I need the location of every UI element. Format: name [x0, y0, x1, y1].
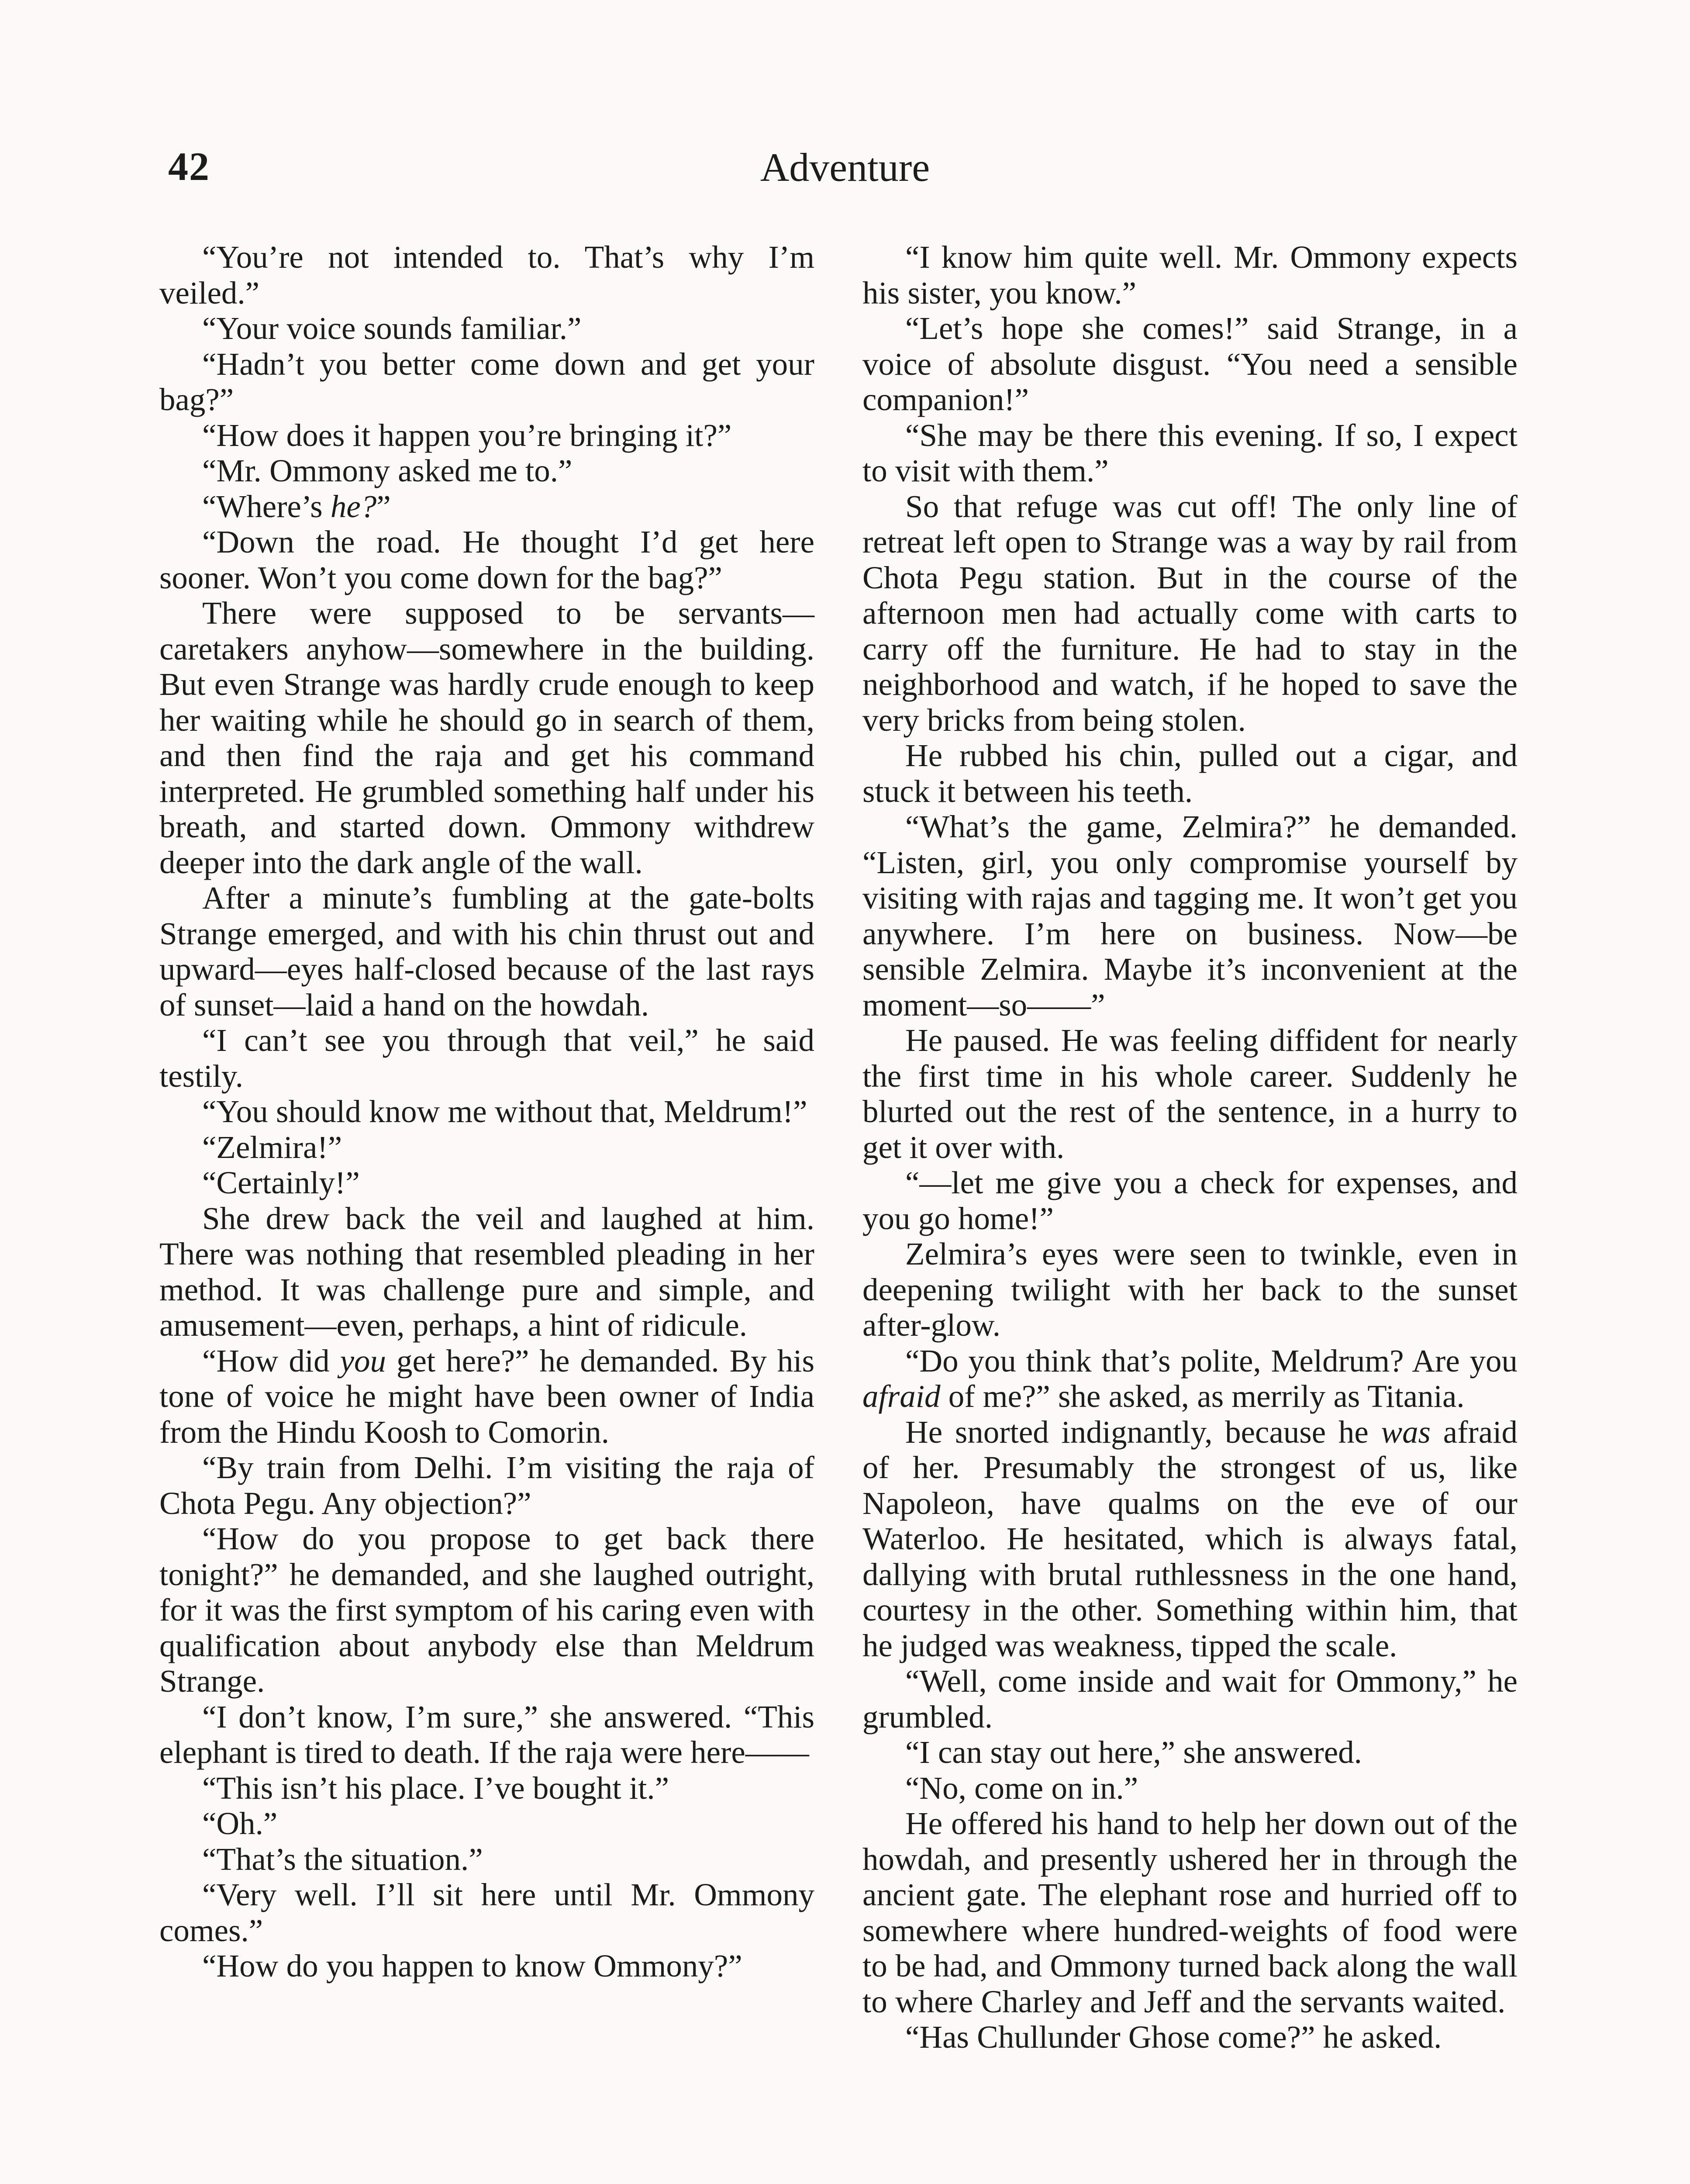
paragraph: “How do you happen to know Ommony?”	[202, 1948, 742, 1984]
paragraph: “I don’t know, I’m sure,” she answered. “This elephant is tired to death. If the raja were here——	[159, 1699, 814, 1770]
right-column	[862, 239, 1518, 2055]
paragraph: “She may be there this evening. If so, I expect to visit with them.”	[862, 417, 1518, 488]
paragraph: After a minute’s fumbling at the gate-bolts Strange emerged, and with his chin thrust out and upward—eyes half-closed because of the last rays of sunset—laid a hand on the howdah.	[159, 880, 814, 1023]
paragraph: “How did you get here?” he demanded. By his tone of voice he might have been owner of India from the Hindu Koosh to Comorin.	[159, 1343, 814, 1450]
running-title: Adventure	[760, 145, 930, 190]
paragraph: “No, come on in.”	[905, 1770, 1138, 1806]
paragraph: “This isn’t his place. I’ve bought it.”	[202, 1770, 669, 1806]
paragraph: There were supposed to be servants—caretakers anyhow—somewhere in the building. But even Strange was hardly crude enough to keep her waiting while he should go in search of them, and then find the raja and get his command interpreted. He grumbled something half under his breath, and started down. Ommony withdrew deeper into the dark angle of the wall.	[159, 595, 814, 880]
paragraph: “That’s the situation.”	[202, 1841, 483, 1877]
paragraph: “I can stay out here,” she answered.	[905, 1735, 1362, 1770]
paragraph: “—let me give you a check for expenses, and you go home!”	[862, 1165, 1518, 1236]
paragraph: “By train from Delhi. I’m visiting the raja of Chota Pegu. Any objection?”	[159, 1450, 814, 1521]
paragraph: “Do you think that’s polite, Meldrum? Are you afraid of me?” she asked, as merrily as Titania.	[862, 1343, 1518, 1414]
paragraph: “Hadn’t you better come down and get your bag?”	[159, 346, 814, 417]
paragraph: “I know him quite well. Mr. Ommony expects his sister, you know.”	[862, 239, 1518, 311]
paragraph: “Certainly!”	[202, 1165, 360, 1200]
paragraph: “Mr. Ommony asked me to.”	[202, 453, 573, 488]
paragraph: “Down the road. He thought I’d get here sooner. Won’t you come down for the bag?”	[159, 524, 814, 595]
paragraph: He rubbed his chin, pulled out a cigar, and stuck it between his teeth.	[862, 738, 1518, 809]
paragraph: “You should know me without that, Meldrum!”	[202, 1094, 807, 1129]
paragraph: “Where’s he?”	[202, 488, 391, 524]
paragraph: “How do you propose to get back there tonight?” he demanded, and she laughed outright, for it was the first symptom of his caring even with qualification about anybody else than Meldrum Strange.	[159, 1521, 814, 1699]
paragraph: Zelmira’s eyes were seen to twinkle, even in deepening twilight with her back to the sunset after-glow.	[862, 1236, 1518, 1343]
page-number: 42	[168, 144, 210, 189]
paragraph: “Has Chullunder Ghose come?” he asked.	[905, 2019, 1442, 2055]
paragraph: He offered his hand to help her down out of the howdah, and presently ushered her in through the ancient gate. The elephant rose and hurried off to somewhere where hundred-weights of food were to be had, and Ommony turned back along the wall to where Charley and Jeff and the servants waited.	[862, 1806, 1518, 2019]
paragraph: “How does it happen you’re bringing it?”	[202, 417, 732, 453]
paragraph: “What’s the game, Zelmira?” he demanded. “Listen, girl, you only compromise yourself by visiting with rajas and tagging me. It won’t get you anywhere. I’m here on business. Now—be sensible Zelmira. Maybe it’s inconvenient at the moment—so——”	[862, 809, 1518, 1023]
paragraph: So that refuge was cut off! The only line of retreat left open to Strange was a way by rail from Chota Pegu station. But in the course of the afternoon men had actually come with carts to carry off the furniture. He had to stay in the neighborhood and watch, if he hoped to save the very bricks from being stolen.	[862, 488, 1518, 738]
paragraph: “Zelmira!”	[202, 1129, 342, 1165]
left-column	[159, 239, 814, 1984]
paragraph: “You’re not intended to. That’s why I’m veiled.”	[159, 239, 814, 311]
paragraph: She drew back the veil and laughed at him. There was nothing that resembled pleading in her method. It was challenge pure and simple, and amusement—even, perhaps, a hint of ridicule.	[159, 1200, 814, 1343]
paragraph: “Well, come inside and wait for Ommony,” he grumbled.	[862, 1663, 1518, 1735]
paragraph: “Let’s hope she comes!” said Strange, in a voice of absolute disgust. “You need a sensible companion!”	[862, 311, 1518, 417]
paragraph: “Very well. I’ll sit here until Mr. Ommony comes.”	[159, 1877, 814, 1948]
paragraph: He snorted indignantly, because he was afraid of her. Presumably the strongest of us, like Napoleon, have qualms on the eve of our Waterloo. He hesitated, which is always fatal, dallying with brutal ruthlessness in the one hand, courtesy in the other. Something within him, that he judged was weakness, tipped the scale.	[862, 1414, 1518, 1663]
paragraph: “I can’t see you through that veil,” he said testily.	[159, 1023, 814, 1094]
paragraph: He paused. He was feeling diffident for nearly the first time in his whole career. Suddenly he blurted out the rest of the sentence, in a hurry to get it over with.	[862, 1023, 1518, 1165]
paragraph: “Oh.”	[202, 1806, 278, 1841]
paragraph: “Your voice sounds familiar.”	[202, 311, 582, 346]
